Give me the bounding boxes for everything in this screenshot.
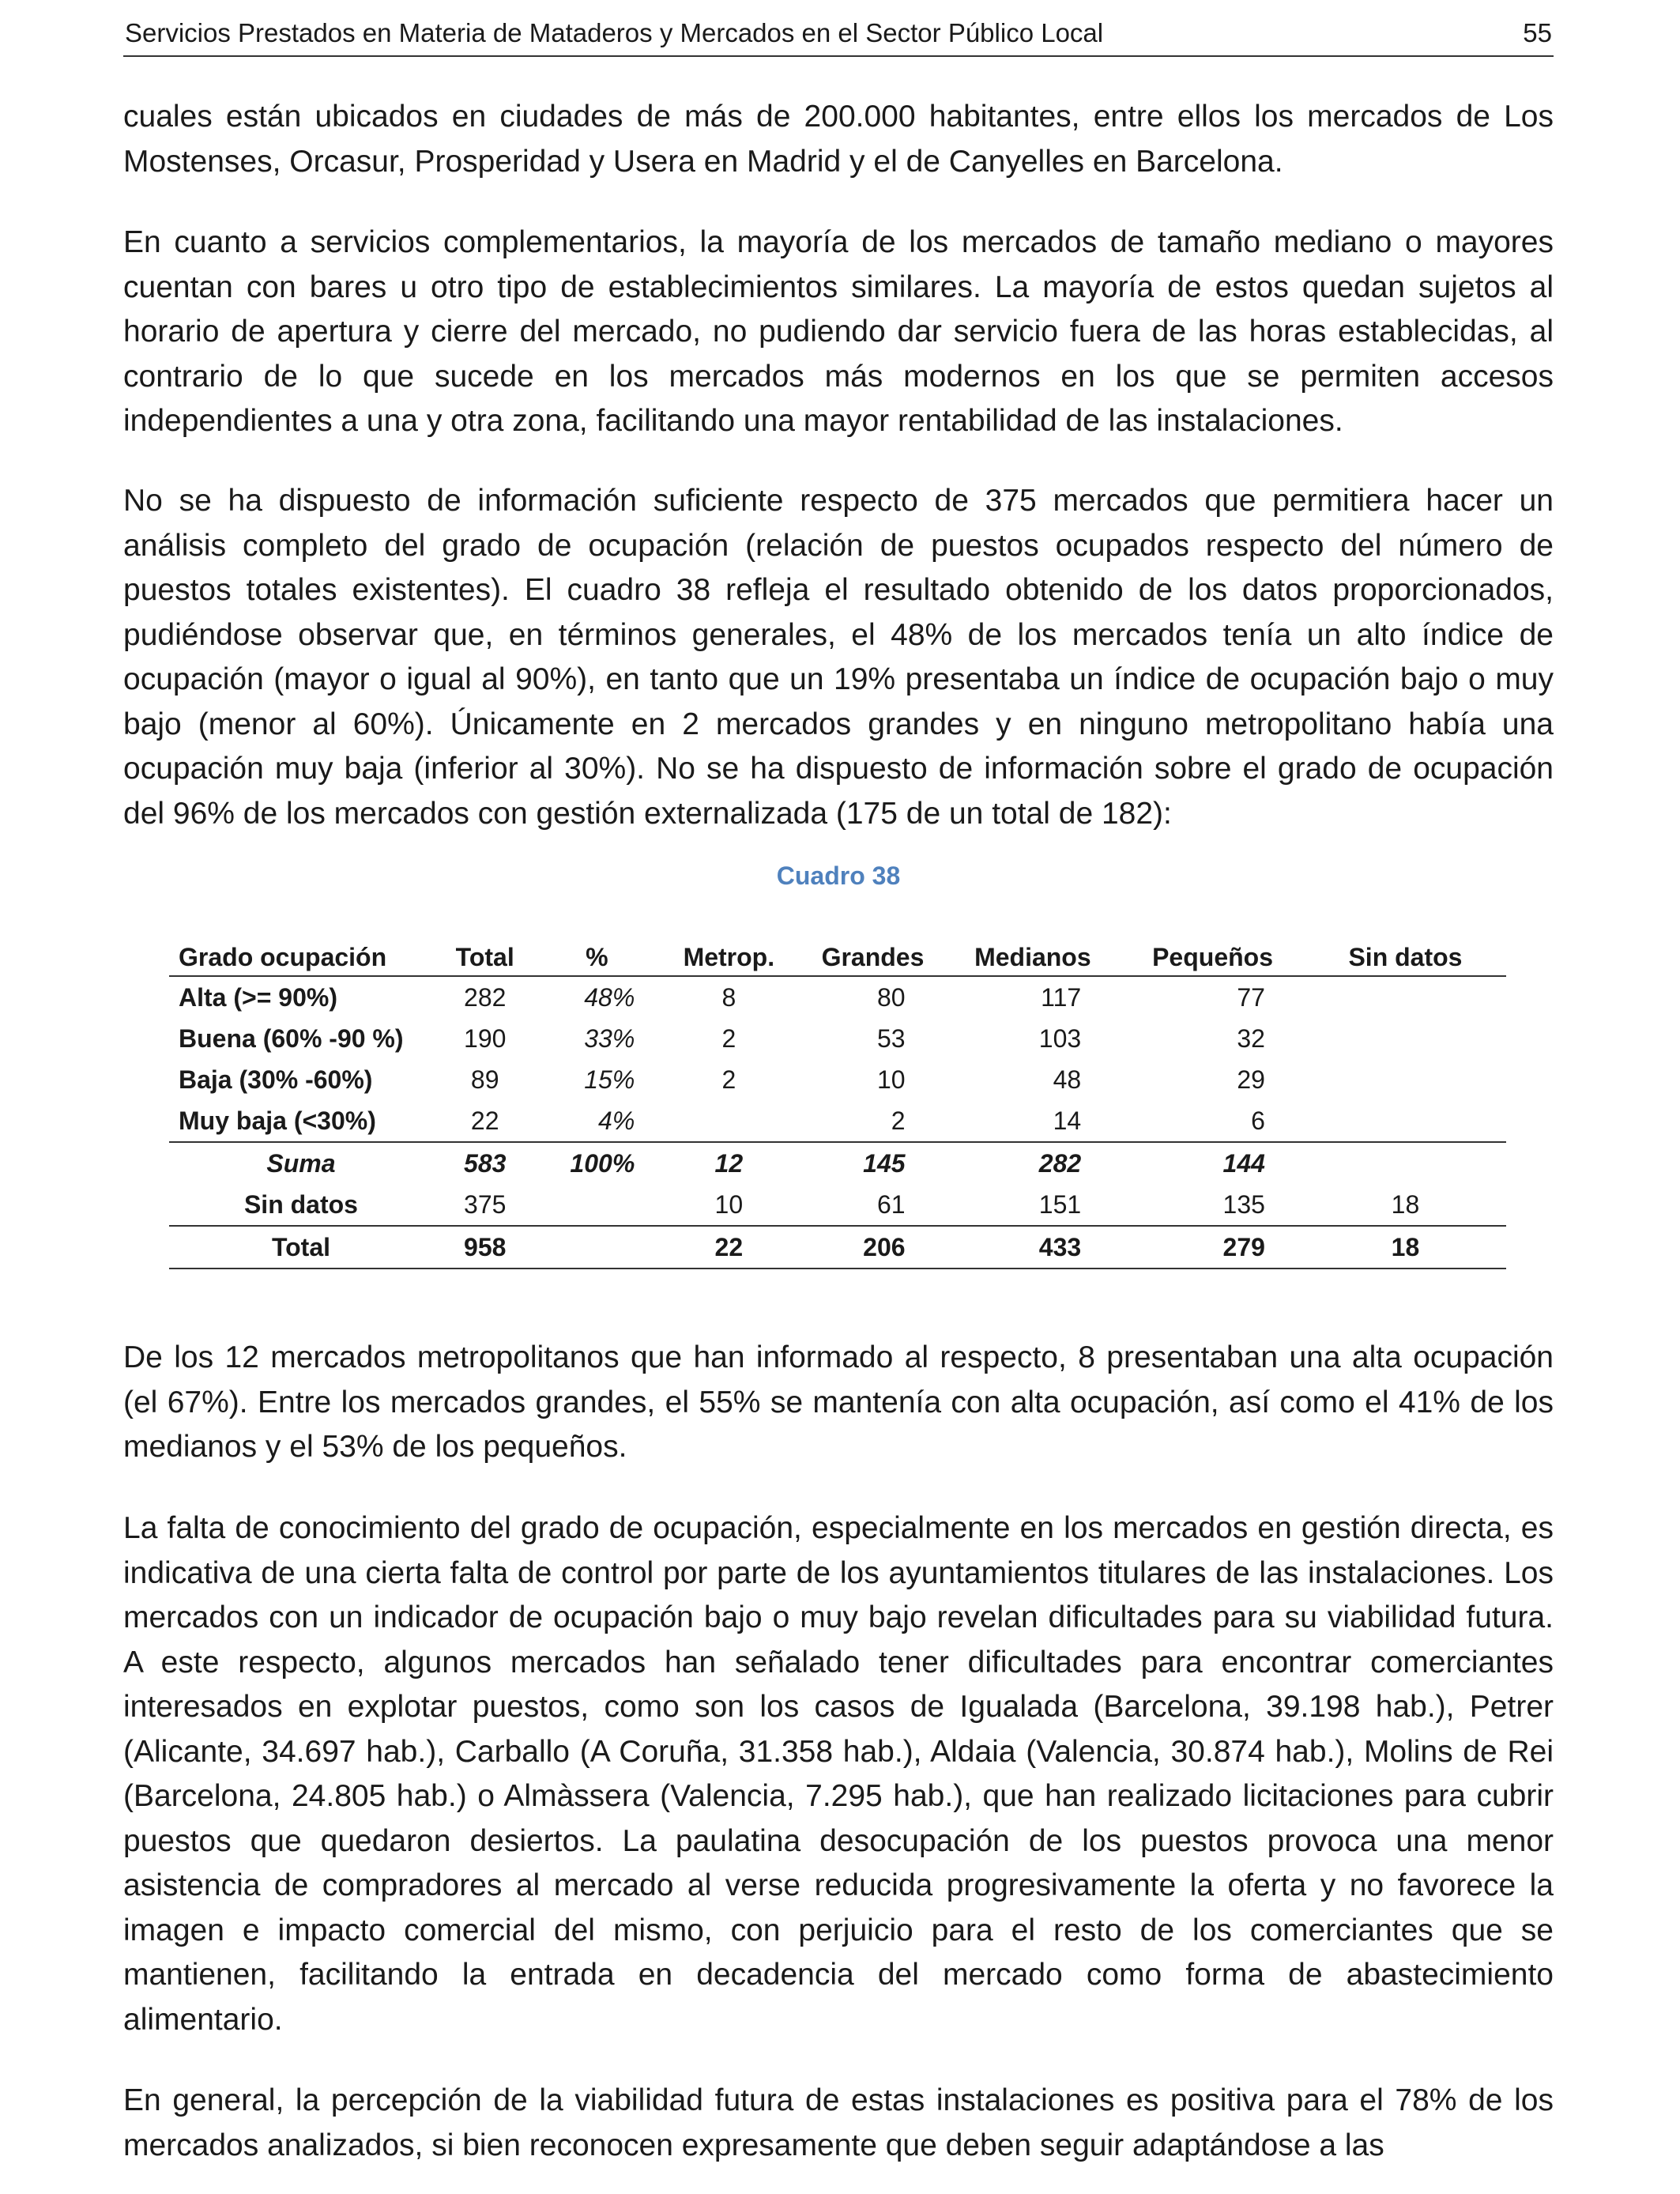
table-row-total: [169, 1226, 1506, 1269]
table-row: [169, 1059, 1506, 1100]
cell-pct: 4%: [598, 1106, 635, 1135]
table-row: [169, 1100, 1506, 1142]
col-header-medianos: Medianos: [945, 926, 1121, 976]
cell-medianos: 103: [1038, 1023, 1082, 1053]
cell-sin-datos: 18: [1391, 1189, 1420, 1219]
cell-medianos: 117: [1041, 982, 1082, 1012]
cell-pequenos: 279: [1121, 1226, 1305, 1269]
cell-grandes: 53: [876, 1023, 906, 1053]
cell-pequenos: 135: [1222, 1189, 1265, 1219]
paragraph-3: No se ha dispuesto de información suficiente respecto de 375 mercados que permitiera hacer un análisis completo del grado de ocupación (relación de puestos ocupados respecto del número de puestos totales existentes). El cuadro 38 refleja el resultado obtenido de los datos proporcionados, pudiéndose observar que, en términos generales, el 48% de los mercados tenía un alto índice de ocupación (mayor o igual al 90%), en tanto que un 19% presentaba un índice de ocupación bajo o muy bajo (menor al 60%). Únicamente en 2 mercados grandes y en ninguno metropolitano había una ocupación muy baja (inferior al 30%). No se ha dispuesto de información sobre el grado de ocupación del 96% de los mercados con gestión externalizada (175 de un total de 182):: [123, 484, 1554, 831]
cell-pct: 33%: [584, 1023, 635, 1053]
col-header-grado: Grado ocupación: [169, 926, 433, 976]
cell-pct: [537, 1184, 657, 1226]
cell-pequenos: 6: [1251, 1106, 1265, 1135]
occupancy-table: [169, 926, 1506, 1269]
page-header: [123, 14, 1554, 57]
cell-pct: 48%: [584, 982, 635, 1012]
cell-sin-datos: 18: [1305, 1226, 1506, 1269]
page-number: 55: [1523, 18, 1552, 47]
cell-medianos: 433: [945, 1226, 1121, 1269]
cell-sin-datos: [1305, 1100, 1506, 1142]
col-header-total: Total: [433, 926, 537, 976]
row-label: Baja (30% -60%): [179, 1065, 373, 1094]
table-row-sin-datos: [169, 1184, 1506, 1226]
cell-sin-datos: [1305, 1018, 1506, 1059]
table-row: [169, 1018, 1506, 1059]
paragraph-1: cuales están ubicados en ciudades de más de 200.000 habitantes, entre ellos los mercados de Los Mostenses, Orcasur, Prosperidad y Usera en Madrid y el de Canyelles en Barcelona.: [123, 100, 1554, 179]
cell-sin-datos: [1305, 976, 1506, 1018]
row-label: Sin datos: [243, 1189, 358, 1219]
col-header-pct: %: [537, 926, 657, 976]
col-header-metrop: Metrop.: [657, 926, 800, 976]
cell-sin-datos: [1305, 1059, 1506, 1100]
cell-medianos: 14: [1053, 1106, 1082, 1135]
table-header-row: [169, 926, 1506, 976]
row-label: Buena (60% -90 %): [179, 1023, 404, 1053]
col-header-pequenos: Pequeños: [1121, 926, 1305, 976]
cell-pct: 100%: [537, 1142, 657, 1184]
paragraph-4: De los 12 mercados metropolitanos que han informado al respecto, 8 presentaban una alta ocupación (el 67%). Entre los mercados grandes, el 55% se mantenía con alta ocupación, así como el 41% de los medianos y el 53% de los pequeños.: [123, 1340, 1554, 1464]
row-label: Alta (>= 90%): [179, 982, 337, 1012]
col-header-sin-datos: Sin datos: [1305, 926, 1506, 976]
cell-total: 375: [464, 1189, 507, 1219]
cell-metrop: 12: [657, 1142, 800, 1184]
row-label: Total: [169, 1226, 433, 1269]
cell-pct: 15%: [584, 1065, 635, 1094]
cell-pct: [537, 1226, 657, 1269]
table-caption: Cuadro 38: [776, 861, 901, 890]
cell-grandes: 80: [876, 982, 906, 1012]
cell-medianos: 48: [1053, 1065, 1082, 1094]
paragraph-6: En general, la percepción de la viabilidad futura de estas instalaciones es positiva para el 78% de los mercados analizados, si bien reconocen expresamente que deben seguir adaptándose a las: [123, 2083, 1554, 2162]
table-row-suma: [169, 1142, 1506, 1184]
paragraph-2: En cuanto a servicios complementarios, la mayoría de los mercados de tamaño mediano o mayores cuentan con bares u otro tipo de establecimientos similares. La mayoría de estos quedan sujetos al horario de apertura y cierre del mercado, no pudiendo dar servicio fuera de las horas establecidas, al contrario de lo que sucede en los mercados más modernos en los que se permiten accesos independientes a una y otra zona, facilitando una mayor rentabilidad de las instalaciones.: [123, 225, 1554, 438]
cell-total: 190: [464, 1023, 507, 1053]
cell-grandes: 2: [891, 1106, 906, 1135]
cell-pequenos: 77: [1237, 982, 1265, 1012]
cell-total: 282: [464, 982, 507, 1012]
header-title: Servicios Prestados en Materia de Mataderos y Mercados en el Sector Público Local: [125, 18, 1104, 47]
cell-metrop: [657, 1100, 800, 1142]
cell-metrop: 2: [721, 1065, 736, 1094]
row-label: Muy baja (<30%): [179, 1106, 376, 1135]
cell-metrop: 10: [714, 1189, 744, 1219]
cell-metrop: 22: [657, 1226, 800, 1269]
cell-medianos: 151: [1038, 1189, 1082, 1219]
cell-sin-datos: [1305, 1142, 1506, 1184]
cell-grandes: 145: [800, 1142, 944, 1184]
cell-pequenos: 144: [1121, 1142, 1305, 1184]
row-label: Suma: [169, 1142, 433, 1184]
table-row: [169, 976, 1506, 1018]
cell-total: 958: [433, 1226, 537, 1269]
cell-grandes: 206: [800, 1226, 944, 1269]
cell-pequenos: 32: [1237, 1023, 1265, 1053]
cell-grandes: 61: [876, 1189, 906, 1219]
cell-grandes: 10: [876, 1065, 906, 1094]
cell-total: 583: [433, 1142, 537, 1184]
cell-pequenos: 29: [1237, 1065, 1265, 1094]
cell-total: 22: [470, 1106, 499, 1135]
paragraph-5: La falta de conocimiento del grado de ocupación, especialmente en los mercados en gestión directa, es indicativa de una cierta falta de control por parte de los ayuntamientos titulares de las instalaciones. Los mercados con un indicador de ocupación bajo o muy bajo revelan dificultades para su viabilidad futura. A este respecto, algunos mercados han señalado tener dificultades para encontrar comerciantes interesados en explotar puestos, como son los casos de Igualada (Barcelona, 39.198 hab.), Petrer (Alicante, 34.697 hab.), Carballo (A Coruña, 31.358 hab.), Aldaia (Valencia, 30.874 hab.), Molins de Rei (Barcelona, 24.805 hab.) o Almàssera (Valencia, 7.295 hab.), que han realizado licitaciones para cubrir puestos que quedaron desiertos. La paulatina desocupación de los puestos provoca una menor asistencia de compradores al mercado al verse reducida progresivamente la oferta y no favorece la imagen e impacto comercial del mismo, con perjuicio para el resto de los comerciantes que se mantienen, facilitando la entrada en decadencia del mercado como forma de abastecimiento alimentario.: [123, 1511, 1554, 2037]
cell-metrop: 2: [721, 1023, 736, 1053]
cell-total: 89: [470, 1065, 499, 1094]
cell-metrop: 8: [721, 982, 736, 1012]
col-header-grandes: Grandes: [800, 926, 944, 976]
cell-medianos: 282: [945, 1142, 1121, 1184]
